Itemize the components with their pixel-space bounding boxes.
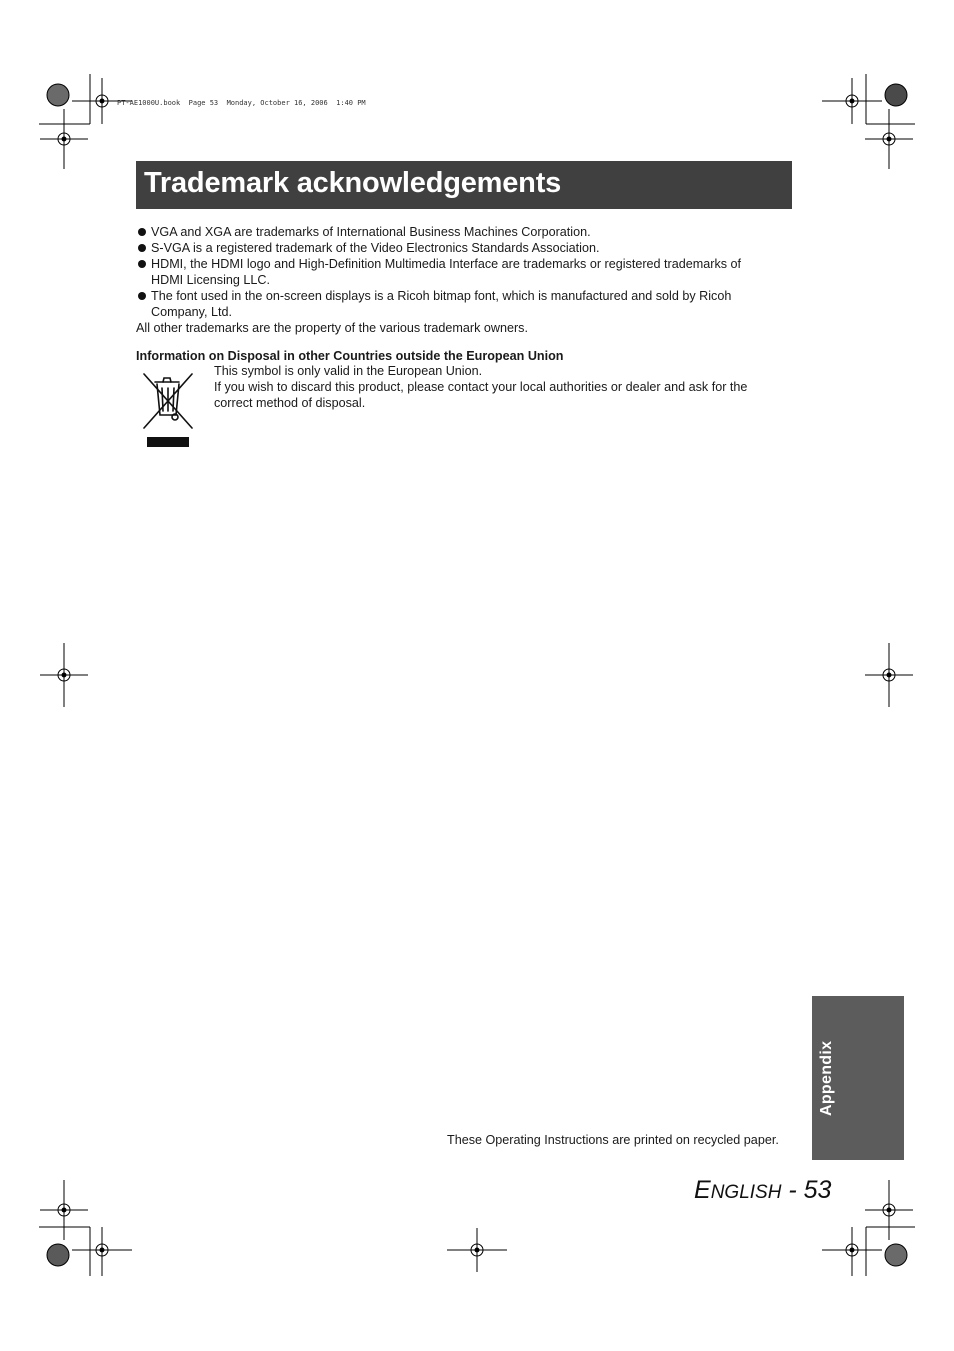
bullet-icon [138, 260, 146, 268]
footer-initial: E [694, 1176, 711, 1204]
footer-language: NGLISH [710, 1182, 782, 1203]
list-item-text: VGA and XGA are trademarks of International Business Machines Corporation. [151, 225, 591, 239]
list-item-text: Company, Ltd. [151, 305, 232, 319]
disposal-text [214, 363, 784, 411]
recycled-paper-note: These Operating Instructions are printed on recycled paper. [447, 1133, 779, 1147]
list-item-text: S-VGA is a registered trademark of the Video Electronics Standards Association. [151, 241, 600, 255]
section-tab-appendix [812, 996, 904, 1160]
page-number: - 53 [781, 1176, 832, 1204]
list-item [136, 240, 796, 256]
list-item-text: HDMI, the HDMI logo and High-Definition Multimedia Interface are trademarks or registered trademarks of [151, 257, 742, 271]
page-number-footer [694, 1176, 831, 1205]
list-item [136, 224, 796, 240]
bullet-icon [138, 292, 146, 300]
disposal-line: If you wish to discard this product, please contact your local authorities or dealer and ask for the [214, 380, 748, 394]
list-item-text: HDMI Licensing LLC. [151, 273, 270, 287]
other-trademarks-note: All other trademarks are the property of the various trademark owners. [136, 321, 528, 335]
title-bar [136, 161, 792, 209]
bullet-icon [138, 244, 146, 252]
trademark-list [136, 224, 796, 336]
disposal-line: correct method of disposal. [214, 396, 366, 410]
section-tab-label: Appendix [818, 1040, 835, 1116]
list-item-text: The font used in the on-screen displays is a Ricoh bitmap font, which is manufactured and sold by Ricoh [151, 289, 732, 303]
list-item [136, 256, 796, 288]
disposal-line: This symbol is only valid in the European Union. [214, 364, 483, 378]
list-item [136, 288, 796, 320]
file-header: PT-AE1000U.book Page 53 Monday, October 16, 2006 1:40 PM [117, 99, 366, 107]
disposal-heading: Information on Disposal in other Countries outside the European Union [136, 349, 564, 363]
bullet-icon [138, 228, 146, 236]
crossed-out-wheelie-bin-icon [141, 371, 195, 449]
page-title: Trademark acknowledgements [144, 167, 562, 199]
